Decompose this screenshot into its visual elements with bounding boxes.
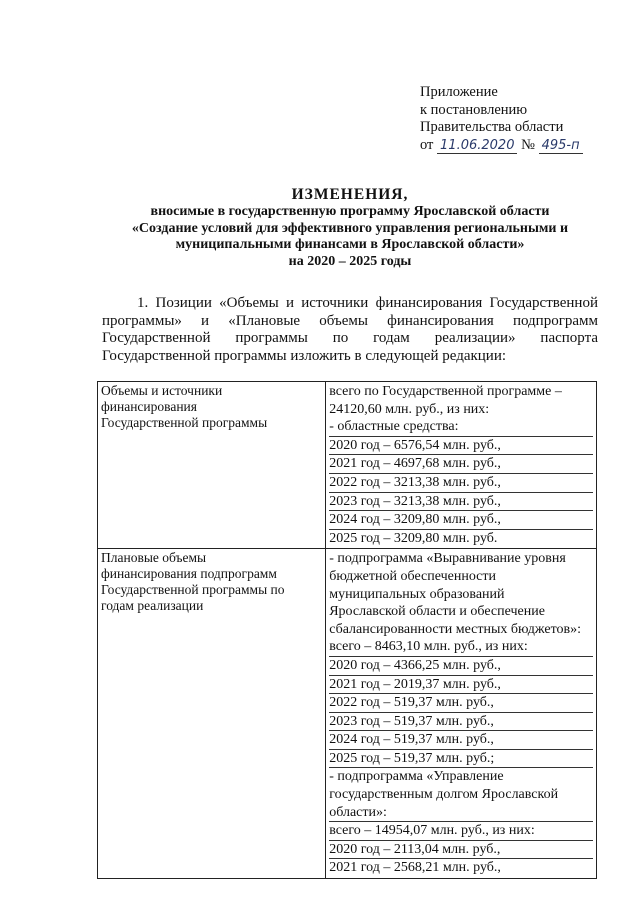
row1-value-line: 2025 год – 3209,80 млн. руб. [329,530,498,546]
date-prefix: от [420,136,434,153]
row2-value-line: всего – 8463,10 млн. руб., из них: [329,638,593,657]
row1-value-line: 2023 год – 3213,38 млн. руб., [329,493,593,512]
row1-value-line: - областные средства: [329,418,593,437]
row1-value-line: 2024 год – 3209,80 млн. руб., [329,511,593,530]
row1-label-line: Объемы и источники [101,383,223,398]
row2-value-line: - подпрограмма «Выравнивание уровня [329,551,566,567]
appendix-line-3: Правительства области [420,119,564,135]
title-line-2: «Создание условий для эффективного управления региональными и [131,220,569,236]
appendix-block [420,84,583,154]
row1-label-line: Государственной программы [101,415,268,430]
title-line-4: на 2020 – 2025 годы [288,253,412,269]
row2-value-line: - подпрограмма «Управление [329,769,504,785]
row2-label-line: Государственной программы по [101,582,285,598]
intro-paragraph: 1. Позиции «Объемы и источники финансирования Государственной программы» и «Плановые объемы финансирования подпрограмм Государственной программы по годам реализации» паспорта Государственной программы изложить в следующей редакции: [102,295,598,364]
row2-value-line: 2025 год – 519,37 млн. руб.; [329,750,593,769]
row2-value-line: Ярославской области и обеспечение [329,604,545,620]
row2-label-cell [98,549,326,879]
row1-value-line: 2021 год – 4697,68 млн. руб., [329,455,593,474]
row2-value-line: области»: [329,804,593,823]
table-row [98,382,597,549]
row2-value-line: бюджетной обеспеченности [329,568,496,584]
row2-value-line: 2024 год – 519,37 млн. руб., [329,731,593,750]
row1-value-line: 2022 год – 3213,38 млн. руб., [329,474,593,493]
row2-value-line: 2023 год – 519,37 млн. руб., [329,713,593,732]
row2-label-line: финансирования подпрограмм [101,566,277,582]
handwritten-date: 11.06.2020 [437,139,517,154]
row1-value-line: 2020 год – 6576,54 млн. руб., [329,437,593,456]
row2-value-line: 2021 год – 2568,21 млн. руб., [329,860,501,876]
row1-label-line: финансирования [101,399,197,414]
row2-value-line: сбалансированности местных бюджетов»: [329,621,582,637]
appendix-line-1: Приложение [420,84,498,100]
passport-table [97,381,597,879]
row2-label-line: Плановые объемы [101,550,207,566]
row1-value-cell [326,382,597,549]
appendix-line-2: к постановлению [420,101,528,118]
title-line-3: муниципальными финансами в Ярославской области» [175,237,525,252]
row2-label-line: годам реализации [101,598,204,614]
number-prefix: № [521,136,535,153]
row2-value-line: всего – 14954,07 млн. руб., из них: [329,822,593,841]
row2-value-line: 2020 год – 4366,25 млн. руб., [329,657,593,676]
table-row [98,549,597,879]
title-line-1: вносимые в государственную программу Ярославской области [150,204,550,219]
row2-value-line: 2022 год – 519,37 млн. руб., [329,694,593,713]
title-main: ИЗМЕНЕНИЯ, [291,186,409,203]
row2-value-line: государственным долгом Ярославской [329,787,559,803]
row1-value-line: 24120,60 млн. руб., из них: [329,401,490,417]
row1-label-cell [98,382,326,549]
row2-value-line: 2020 год – 2113,04 млн. руб., [329,841,593,860]
row2-value-line: 2021 год – 2019,37 млн. руб., [329,676,593,695]
handwritten-number: 495-п [539,139,583,154]
document-title [100,186,600,270]
row2-value-line: муниципальных образований [329,586,505,602]
row2-value-cell [326,549,597,879]
appendix-date-line [420,137,583,155]
row1-value-line: всего по Государственной программе – [329,384,562,399]
